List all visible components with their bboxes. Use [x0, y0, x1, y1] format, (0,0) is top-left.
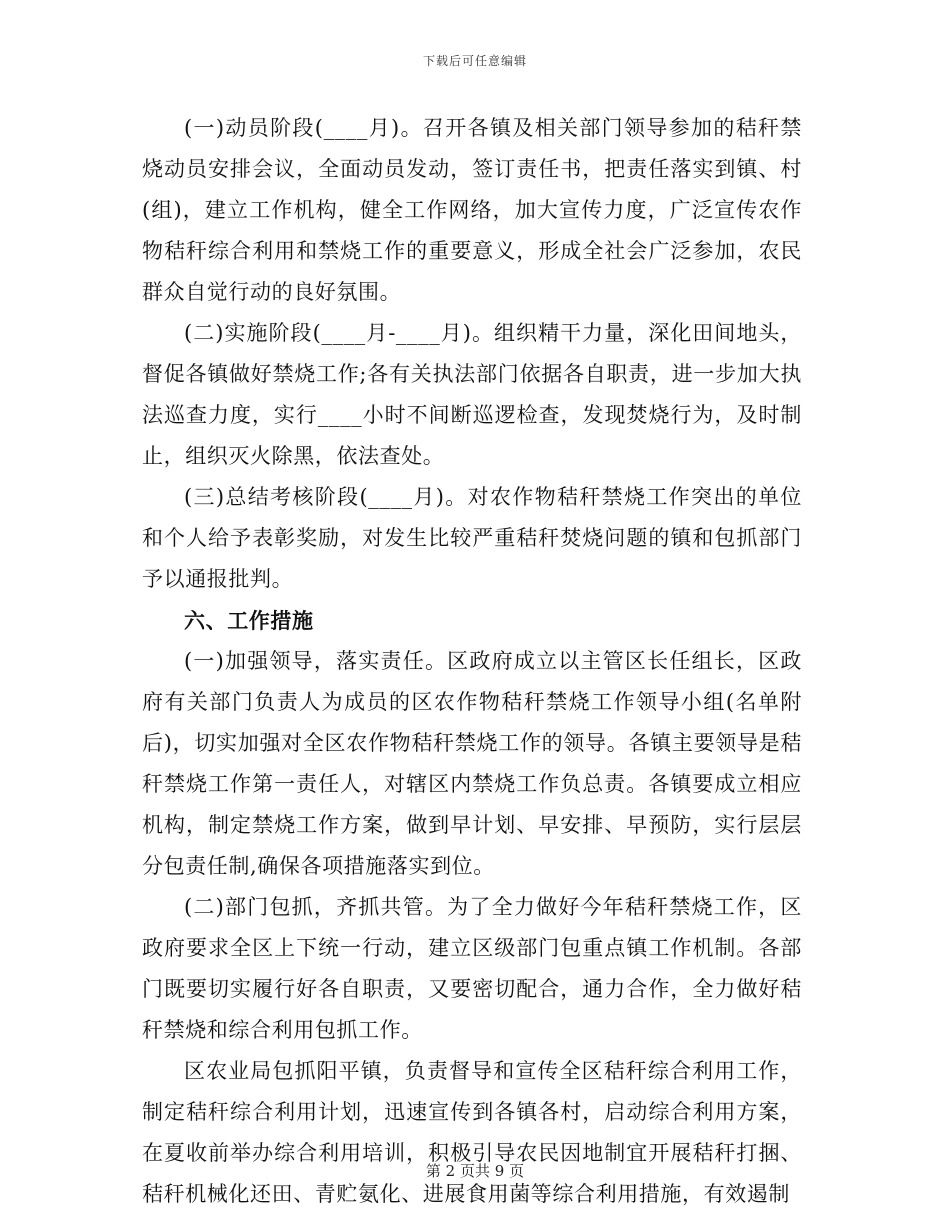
- paragraph-leadership: (一)加强领导，落实责任。区政府成立以主管区长任组长，区政府有关部门负责人为成员的区农作物秸秆禁烧工作领导小组(名单附后)，切实加强对全区农作物秸秆禁烧工作的领导。各镇主要领导是秸秆禁烧工作第一责任人，对辖区内禁烧工作负总责。各镇要成立相应机构，制定禁烧工作方案，做到早计划、早安排、早预防，实行层层分包责任制,确保各项措施落实到位。: [142, 649, 802, 878]
- page-header: 下载后可任意编辑: [422, 54, 527, 68]
- section-heading-work-measures: 六、工作措施: [184, 608, 314, 633]
- document-body: [142, 108, 802, 1215]
- paragraph-department-responsibility: (二)部门包抓，齐抓共管。为了全力做好今年秸秆禁烧工作，区政府要求全区上下统一行动，建立区级部门包重点镇工作机制。各部门既要切实履行好各自职责，又要密切配合，通力合作，全力做好秸秆禁烧和综合利用包抓工作。: [142, 895, 802, 1042]
- paragraph-summary-stage: (三)总结考核阶段(____月)。对农作物秸秆禁烧工作突出的单位和个人给予表彰奖励，对发生比较严重秸秆焚烧问题的镇和包抓部门予以通报批判。: [142, 485, 802, 591]
- paragraph-implementation-stage: (二)实施阶段(____月-____月)。组织精干力量，深化田间地头，督促各镇做好禁烧工作;各有关执法部门依据各自职责，进一步加大执法巡查力度，实行____小时不间断巡逻检查，发现焚烧行为，及时制止，组织灭火除黑，依法查处。: [142, 321, 802, 468]
- paragraph-agriculture-bureau: 区农业局包抓阳平镇，负责督导和宣传全区秸秆综合利用工作，制定秸秆综合利用计划，迅速宣传到各镇各村，启动综合利用方案，在夏收前举办综合利用培训，积极引导农民因地制宜开展秸秆打捆、秸秆机械化还田、青贮氨化、进展食用菌等综合利用措施，有效遏制: [142, 1059, 802, 1206]
- paragraph-mobilization-stage: (一)动员阶段(____月)。召开各镇及相关部门领导参加的秸秆禁烧动员安排会议，全面动员发动，签订责任书，把责任落实到镇、村(组)，建立工作机构，健全工作网络，加大宣传力度，广泛宣传农作物秸秆综合利用和禁烧工作的重要意义，形成全社会广泛参加，农民群众自觉行动的良好氛围。: [142, 116, 802, 304]
- page-footer: 第 2 页共 9 页: [425, 1162, 525, 1180]
